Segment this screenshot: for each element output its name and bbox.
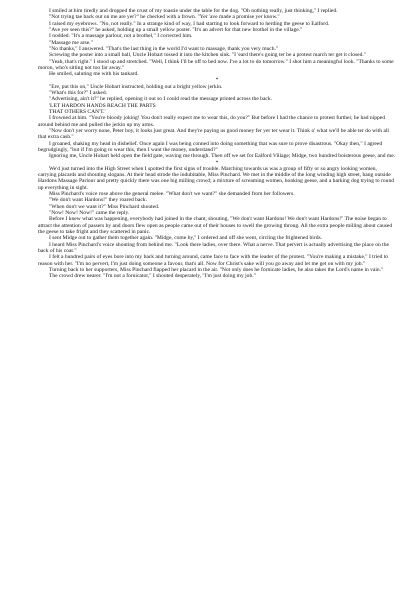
paragraph: "Massage me arse." bbox=[49, 39, 93, 46]
paragraph: THAT OTHERS CAN'T.' bbox=[49, 109, 106, 115]
paragraph: Before I knew what was happening, everybody had joined in the chant, shouting, "We don't want Hardons! We don't want Hardons!" The noise began to attract the attention of passers by and doors flew open as people came out of their houses to swell the growing throng. All the extra people milling about caused the geese to take fright and they scattered in panic. bbox=[38, 216, 393, 235]
section-separator: * bbox=[215, 159, 219, 166]
paragraph: Turning back to her supporters, Miss Pinchard flapped her placard in the air. "Not only does he fornicate ladies, he also takes the Lord's name in vain." bbox=[49, 266, 384, 273]
paragraph: 'LET HARDON HANDS REACH THE PARTS bbox=[49, 102, 156, 109]
paragraph: The crowd drew nearer. "I'm not a fornicator," I shouted desperately, "I'm just doing my job." bbox=[49, 273, 256, 280]
paragraph: Screwing the poster into a small ball, Uncle Hobart tossed it into the kitchen sink. "I 'eard there's going ter be a protest march ter get it closed." bbox=[49, 52, 367, 59]
paragraph: I smiled at him tiredly and dropped the crust of my toastie under the table for the dog. "Oh nothing really, just thinking," I replied. bbox=[49, 8, 338, 14]
paragraph: "What's this for?" I asked. bbox=[49, 90, 108, 97]
paragraph: "Now don't yer worry none, Peter boy, it looks just great. And they're paying us good money fer yer ter wear it. Think o' what we'll be able ter do with all that extra cash." bbox=[38, 127, 389, 141]
paragraph: "Ave yer seen this?" he asked, holding up a small yellow poster. "It's an advert for that new brothel in the village." bbox=[49, 26, 303, 33]
paragraph: "We don't want Hardons!" they roared back. bbox=[49, 197, 147, 204]
paragraph: We'd just turned into the High Street when I spotted the first signs of trouble. Marching towards us was a group of fifty or so angry looking women, carrying placards and shouting slogans. At their head strode the indubitable, Miss Pinchard. We met in the middle of the long winding high street, bang outside Hardons Massage Parlour and pretty quickly there was one big milling crowd; a mixture of screaming women, honking geese, and a barking dog trying to round up everything in sight. bbox=[38, 165, 394, 191]
paragraph: "Not trying tae back out on me are yer?" he checked with a frown. "Yer 'ave made a promise yer know." bbox=[49, 14, 280, 21]
paragraph: "Advertising, ain't it?" he replied, opening it out so I could read the message printed across the back. bbox=[49, 96, 273, 103]
paragraph: I nodded. "It's a massage parlour, not a brothel," I corrected him. bbox=[49, 33, 193, 40]
paragraph: I groaned, shaking my head in disbelief. Once again I was being conned into doing something that was sure to prove disastrous. "Okay then," I agreed begrudgingly, "but if I'm going to wear this, then I want the money, understand?" bbox=[38, 140, 383, 153]
paragraph: I frowned at him. "You're bloody joking! You don't really expect me to wear this, do you?" But before I had the chance to protest further, he had nipped around behind me and pulled the jerkin up my arms. bbox=[38, 115, 386, 128]
paragraph: I felt a hundred pairs of eyes bore into my back and turning around, came face to face with the leader of the protest. "You're making a mistake," I tried to reason with her. "I'm no pervert, I'm just doing someone a favour, that's all. Now for Christ's sake will you go away and let me get on with my job." bbox=[38, 254, 389, 267]
paragraph: Ignoring me, Uncle Hobart held open the field gate, waving me through. Then off we set for Ealford Village; Midge, two hundred boisterous geese, and me. bbox=[49, 153, 396, 160]
paragraph: I raised my eyebrows. "No, not really." In a strange kind of way, I had starting to look forward to herding the geese to Ealford. bbox=[49, 20, 330, 27]
paragraph: "No thanks," I answered. "That's the last thing in the world I'd want to massage, thank you very much." bbox=[49, 45, 279, 52]
paragraph: He smiled, saluting me with his tankard. bbox=[49, 71, 139, 78]
paragraph: I sent Midge out to gather them together again. "Midge, come by," I ordered and off she went, circling the frightened birds. bbox=[49, 235, 323, 242]
paragraph: I heard Miss Pinchard's voice shouting from behind me. "Look there ladies, over there. What a nerve. That pervert is actually advertising the place on the back of his coat." bbox=[38, 241, 389, 254]
paragraph: "Ere, put this on," Uncle Hobart instructed, holding out a bright yellow jerkin. bbox=[49, 83, 223, 90]
paragraph: "Yeah, that's right." I stood up and stretched. "Well, I think I'll be off to bed now. I've a lot to do tomorrow." I shot him a meaningful look. "Thanks to some moron, who's sitting not too far away." bbox=[38, 58, 394, 71]
paragraph: "Now! Now! Now!" came the reply. bbox=[49, 210, 130, 216]
section-separator: * bbox=[215, 77, 219, 84]
paragraph: "When don't we want it?" Miss Pinchard shouted. bbox=[49, 203, 160, 210]
paragraph: Miss Pinchard's voice rose above the general melee. "What don't we want?" she demanded from her followers. bbox=[49, 191, 295, 198]
